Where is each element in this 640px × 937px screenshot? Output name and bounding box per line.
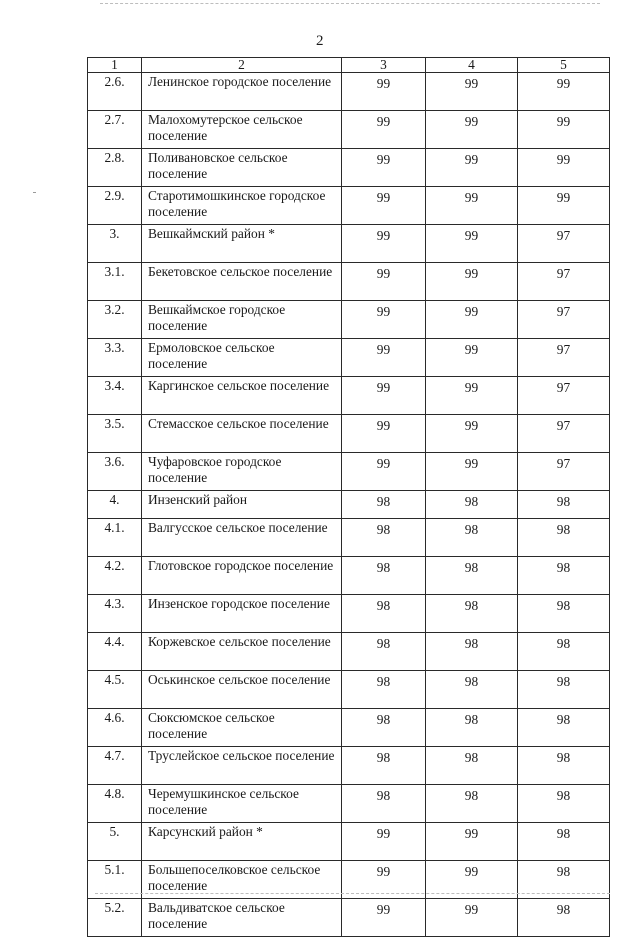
row-value-col-3: 98	[342, 747, 426, 785]
row-name-cell: Оськинское сельское поселение	[142, 671, 342, 709]
row-value-col-3: 98	[342, 595, 426, 633]
row-value-col-3: 99	[342, 899, 426, 937]
row-name-cell: Старотимошкинское городское поселение	[142, 187, 342, 225]
row-number-cell: 3.5.	[88, 415, 142, 453]
row-number-cell: 4.5.	[88, 671, 142, 709]
row-value-col-3: 99	[342, 339, 426, 377]
row-value-col-5: 97	[518, 415, 610, 453]
row-value-col-4: 98	[426, 557, 518, 595]
row-value-col-4: 98	[426, 633, 518, 671]
row-value-col-5: 99	[518, 73, 610, 111]
row-number-cell: 3.4.	[88, 377, 142, 415]
row-value-col-5: 97	[518, 453, 610, 491]
row-number-cell: 5.	[88, 823, 142, 861]
row-value-col-5: 98	[518, 899, 610, 937]
table-body	[88, 58, 610, 937]
row-value-col-4: 99	[426, 263, 518, 301]
row-value-col-4: 99	[426, 377, 518, 415]
row-value-col-5: 98	[518, 785, 610, 823]
row-value-col-4: 98	[426, 519, 518, 557]
row-number-cell: 4.4.	[88, 633, 142, 671]
row-number-cell: 4.8.	[88, 785, 142, 823]
row-value-col-5: 98	[518, 633, 610, 671]
row-value-col-4: 99	[426, 861, 518, 899]
row-number-cell: 4.3.	[88, 595, 142, 633]
row-value-col-3: 98	[342, 557, 426, 595]
row-value-col-5: 99	[518, 187, 610, 225]
row-value-col-5: 98	[518, 671, 610, 709]
row-value-col-5: 97	[518, 263, 610, 301]
row-value-col-3: 98	[342, 671, 426, 709]
row-value-col-4: 99	[426, 339, 518, 377]
row-value-col-4: 99	[426, 415, 518, 453]
row-value-col-3: 99	[342, 225, 426, 263]
row-value-col-4: 98	[426, 595, 518, 633]
row-value-col-3: 99	[342, 377, 426, 415]
row-value-col-5: 98	[518, 595, 610, 633]
row-number-cell: 2.7.	[88, 111, 142, 149]
table-row	[88, 339, 610, 377]
row-name-cell: Валгусское сельское поселение	[142, 519, 342, 557]
scan-artifact-dot	[33, 192, 36, 193]
row-value-col-5: 97	[518, 301, 610, 339]
row-value-col-3: 99	[342, 73, 426, 111]
row-value-col-4: 99	[426, 453, 518, 491]
row-value-col-4: 98	[426, 671, 518, 709]
row-value-col-3: 99	[342, 111, 426, 149]
row-name-cell: Бекетовское сельское поселение	[142, 263, 342, 301]
row-name-cell: Большепоселковское сельское поселение	[142, 861, 342, 899]
row-value-col-5: 98	[518, 861, 610, 899]
row-name-cell: Глотовское городское поселение	[142, 557, 342, 595]
row-value-col-4: 99	[426, 823, 518, 861]
row-value-col-3: 99	[342, 149, 426, 187]
header-cell-col-1: 1	[88, 58, 142, 73]
row-name-cell: Труслейское сельское поселение	[142, 747, 342, 785]
table-row	[88, 187, 610, 225]
row-value-col-4: 98	[426, 709, 518, 747]
row-name-cell: Ленинское городское поселение	[142, 73, 342, 111]
row-number-cell: 3.3.	[88, 339, 142, 377]
table-row	[88, 747, 610, 785]
scan-artifact-top	[100, 3, 600, 4]
table-row	[88, 709, 610, 747]
row-number-cell: 3.	[88, 225, 142, 263]
row-number-cell: 2.8.	[88, 149, 142, 187]
row-value-col-3: 99	[342, 187, 426, 225]
row-number-cell: 4.2.	[88, 557, 142, 595]
row-value-col-5: 98	[518, 709, 610, 747]
table-row	[88, 899, 610, 937]
row-value-col-3: 98	[342, 785, 426, 823]
row-name-cell: Вешкаймский район *	[142, 225, 342, 263]
table-row	[88, 415, 610, 453]
table-row	[88, 301, 610, 339]
header-cell-col-3: 3	[342, 58, 426, 73]
table-row	[88, 557, 610, 595]
row-value-col-4: 98	[426, 491, 518, 519]
table-row	[88, 377, 610, 415]
row-value-col-5: 98	[518, 747, 610, 785]
scan-artifact-bottom	[95, 893, 610, 894]
row-value-col-4: 99	[426, 899, 518, 937]
table-row	[88, 671, 610, 709]
row-name-cell: Поливановское сельское поселение	[142, 149, 342, 187]
row-name-cell: Сюксюмское сельское поселение	[142, 709, 342, 747]
row-value-col-4: 98	[426, 747, 518, 785]
row-name-cell: Вальдиватское сельское поселение	[142, 899, 342, 937]
header-cell-col-4: 4	[426, 58, 518, 73]
table-row	[88, 263, 610, 301]
row-value-col-3: 98	[342, 709, 426, 747]
row-value-col-4: 99	[426, 301, 518, 339]
row-value-col-5: 98	[518, 519, 610, 557]
table-row	[88, 453, 610, 491]
row-value-col-5: 97	[518, 377, 610, 415]
row-value-col-5: 97	[518, 339, 610, 377]
row-value-col-3: 98	[342, 519, 426, 557]
table-row	[88, 149, 610, 187]
row-number-cell: 3.1.	[88, 263, 142, 301]
table-header-row	[88, 58, 610, 73]
table-row	[88, 785, 610, 823]
row-name-cell: Каргинское сельское поселение	[142, 377, 342, 415]
row-value-col-3: 99	[342, 415, 426, 453]
row-value-col-3: 98	[342, 633, 426, 671]
row-name-cell: Ермоловское сельское поселение	[142, 339, 342, 377]
row-value-col-5: 98	[518, 557, 610, 595]
row-value-col-5: 98	[518, 823, 610, 861]
row-name-cell: Чуфаровское городское поселение	[142, 453, 342, 491]
row-value-col-4: 99	[426, 73, 518, 111]
data-table	[87, 57, 610, 937]
table-row	[88, 633, 610, 671]
header-cell-col-2: 2	[142, 58, 342, 73]
row-value-col-5: 99	[518, 111, 610, 149]
row-value-col-5: 98	[518, 491, 610, 519]
row-value-col-3: 98	[342, 491, 426, 519]
row-name-cell: Стемасское сельское поселение	[142, 415, 342, 453]
row-number-cell: 3.6.	[88, 453, 142, 491]
row-number-cell: 3.2.	[88, 301, 142, 339]
table-row	[88, 225, 610, 263]
row-value-col-4: 99	[426, 187, 518, 225]
row-value-col-3: 99	[342, 263, 426, 301]
row-value-col-3: 99	[342, 861, 426, 899]
row-name-cell: Вешкаймское городское поселение	[142, 301, 342, 339]
row-value-col-4: 99	[426, 111, 518, 149]
row-value-col-4: 99	[426, 149, 518, 187]
row-name-cell: Инзенский район	[142, 491, 342, 519]
row-name-cell: Коржевское сельское поселение	[142, 633, 342, 671]
header-cell-col-5: 5	[518, 58, 610, 73]
row-number-cell: 2.9.	[88, 187, 142, 225]
row-number-cell: 2.6.	[88, 73, 142, 111]
row-value-col-5: 99	[518, 149, 610, 187]
row-name-cell: Черемушкинское сельское поселение	[142, 785, 342, 823]
table-row	[88, 111, 610, 149]
row-value-col-3: 99	[342, 301, 426, 339]
row-value-col-4: 98	[426, 785, 518, 823]
row-number-cell: 5.2.	[88, 899, 142, 937]
row-number-cell: 4.1.	[88, 519, 142, 557]
row-name-cell: Малохомутерское сельское поселение	[142, 111, 342, 149]
table-row	[88, 73, 610, 111]
row-value-col-5: 97	[518, 225, 610, 263]
table-row	[88, 595, 610, 633]
row-value-col-4: 99	[426, 225, 518, 263]
row-name-cell: Карсунский район *	[142, 823, 342, 861]
table-row	[88, 519, 610, 557]
row-number-cell: 4.6.	[88, 709, 142, 747]
page-number: 2	[316, 33, 324, 49]
row-value-col-3: 99	[342, 823, 426, 861]
row-name-cell: Инзенское городское поселение	[142, 595, 342, 633]
table-row	[88, 491, 610, 519]
row-value-col-3: 99	[342, 453, 426, 491]
row-number-cell: 4.7.	[88, 747, 142, 785]
row-number-cell: 5.1.	[88, 861, 142, 899]
table-row	[88, 823, 610, 861]
row-number-cell: 4.	[88, 491, 142, 519]
